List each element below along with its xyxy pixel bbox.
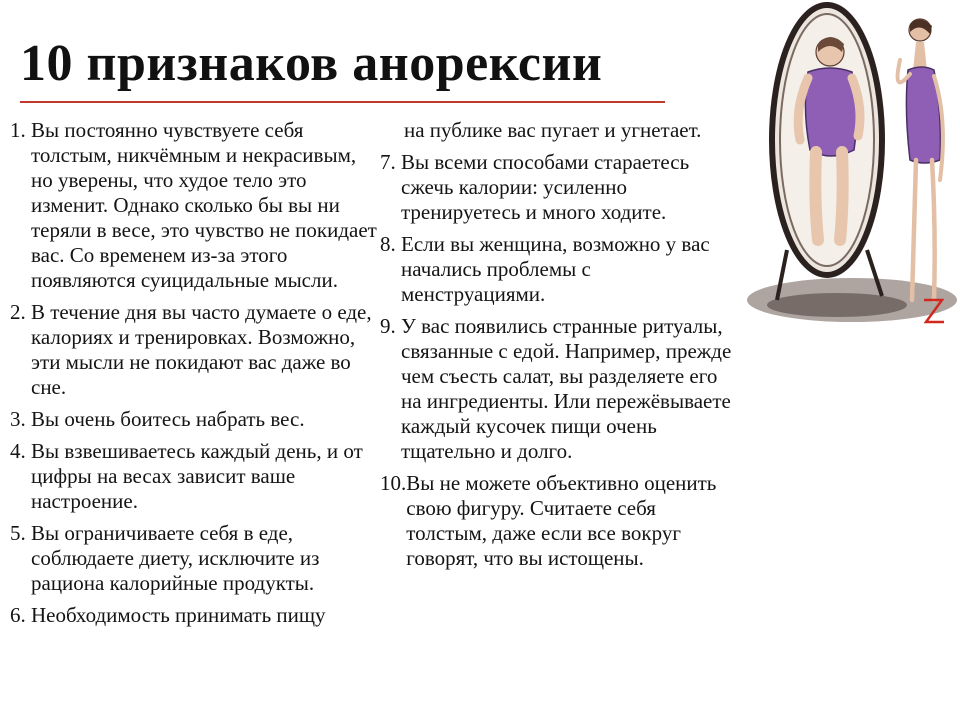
item-number: 4. (10, 439, 31, 463)
list-item (10, 300, 380, 400)
signs-list-left (10, 118, 380, 635)
item-number: 10. (380, 471, 407, 495)
item-number: 7. (380, 150, 401, 174)
title-underline (20, 101, 665, 103)
item-text: Если вы женщина, возможно у вас начались проблемы с менструациями. (401, 232, 710, 306)
list-item (10, 603, 380, 628)
signs-list-right (380, 118, 740, 578)
thin-figure (898, 19, 943, 300)
list-item (380, 471, 740, 571)
item-number: 5. (10, 521, 31, 545)
list-item (10, 521, 380, 596)
item-6-continuation: на публике вас пугает и угнетает. (404, 118, 702, 142)
item-number: 9. (380, 314, 401, 338)
list-item (10, 118, 380, 293)
item-number: 3. (10, 407, 31, 431)
item-number: 6. (10, 603, 31, 627)
item-text: Вы взвешиваетесь каждый день, и от цифры на весах зависит ваше настроение. (31, 439, 363, 513)
list-item (10, 407, 380, 432)
item-number: 1. (10, 118, 31, 142)
list-item (380, 232, 740, 307)
item-text: Вы не можете объективно оценить свою фигуру. Считаете себя толстым, даже если все вокруг говорят, что вы истощены. (406, 471, 717, 570)
item-text: У вас появились странные ритуалы, связанные с едой. Например, прежде чем съесть салат, вы разделяете его на ингредиенты. Или пережёвываете каждый кусочек пищи очень тщательно и долго. (401, 314, 732, 463)
list-item (380, 150, 740, 225)
item-text: Вы всеми способами стараетесь сжечь калории: усиленно тренируетесь и много ходите. (401, 150, 690, 224)
item-number: 2. (10, 300, 31, 324)
list-item (380, 314, 740, 464)
item-text: Необходимость принимать пищу (31, 603, 326, 627)
item-number: 8. (380, 232, 401, 256)
list-item (10, 439, 380, 514)
mirror-illustration (742, 0, 960, 330)
item-text: Вы ограничиваете себя в еде, соблюдаете диету, исключите из рациона калорийные продукты. (31, 521, 320, 595)
page-title: 10 признаков анорексии (20, 35, 603, 92)
item-text: В течение дня вы часто думаете о еде, калориях и тренировках. Возможно, эти мысли не покидают вас даже во сне. (31, 300, 372, 399)
item-text: Вы очень боитесь набрать вес. (31, 407, 305, 431)
item-text: Вы постоянно чувствуете себя толстым, никчёмным и некрасивым, но уверены, что худое тело это изменит. Однако сколько бы вы ни теряли в весе, это чувство не покидает вас. Со временем из-за этого появляются суицидальные мысли. (31, 118, 377, 292)
